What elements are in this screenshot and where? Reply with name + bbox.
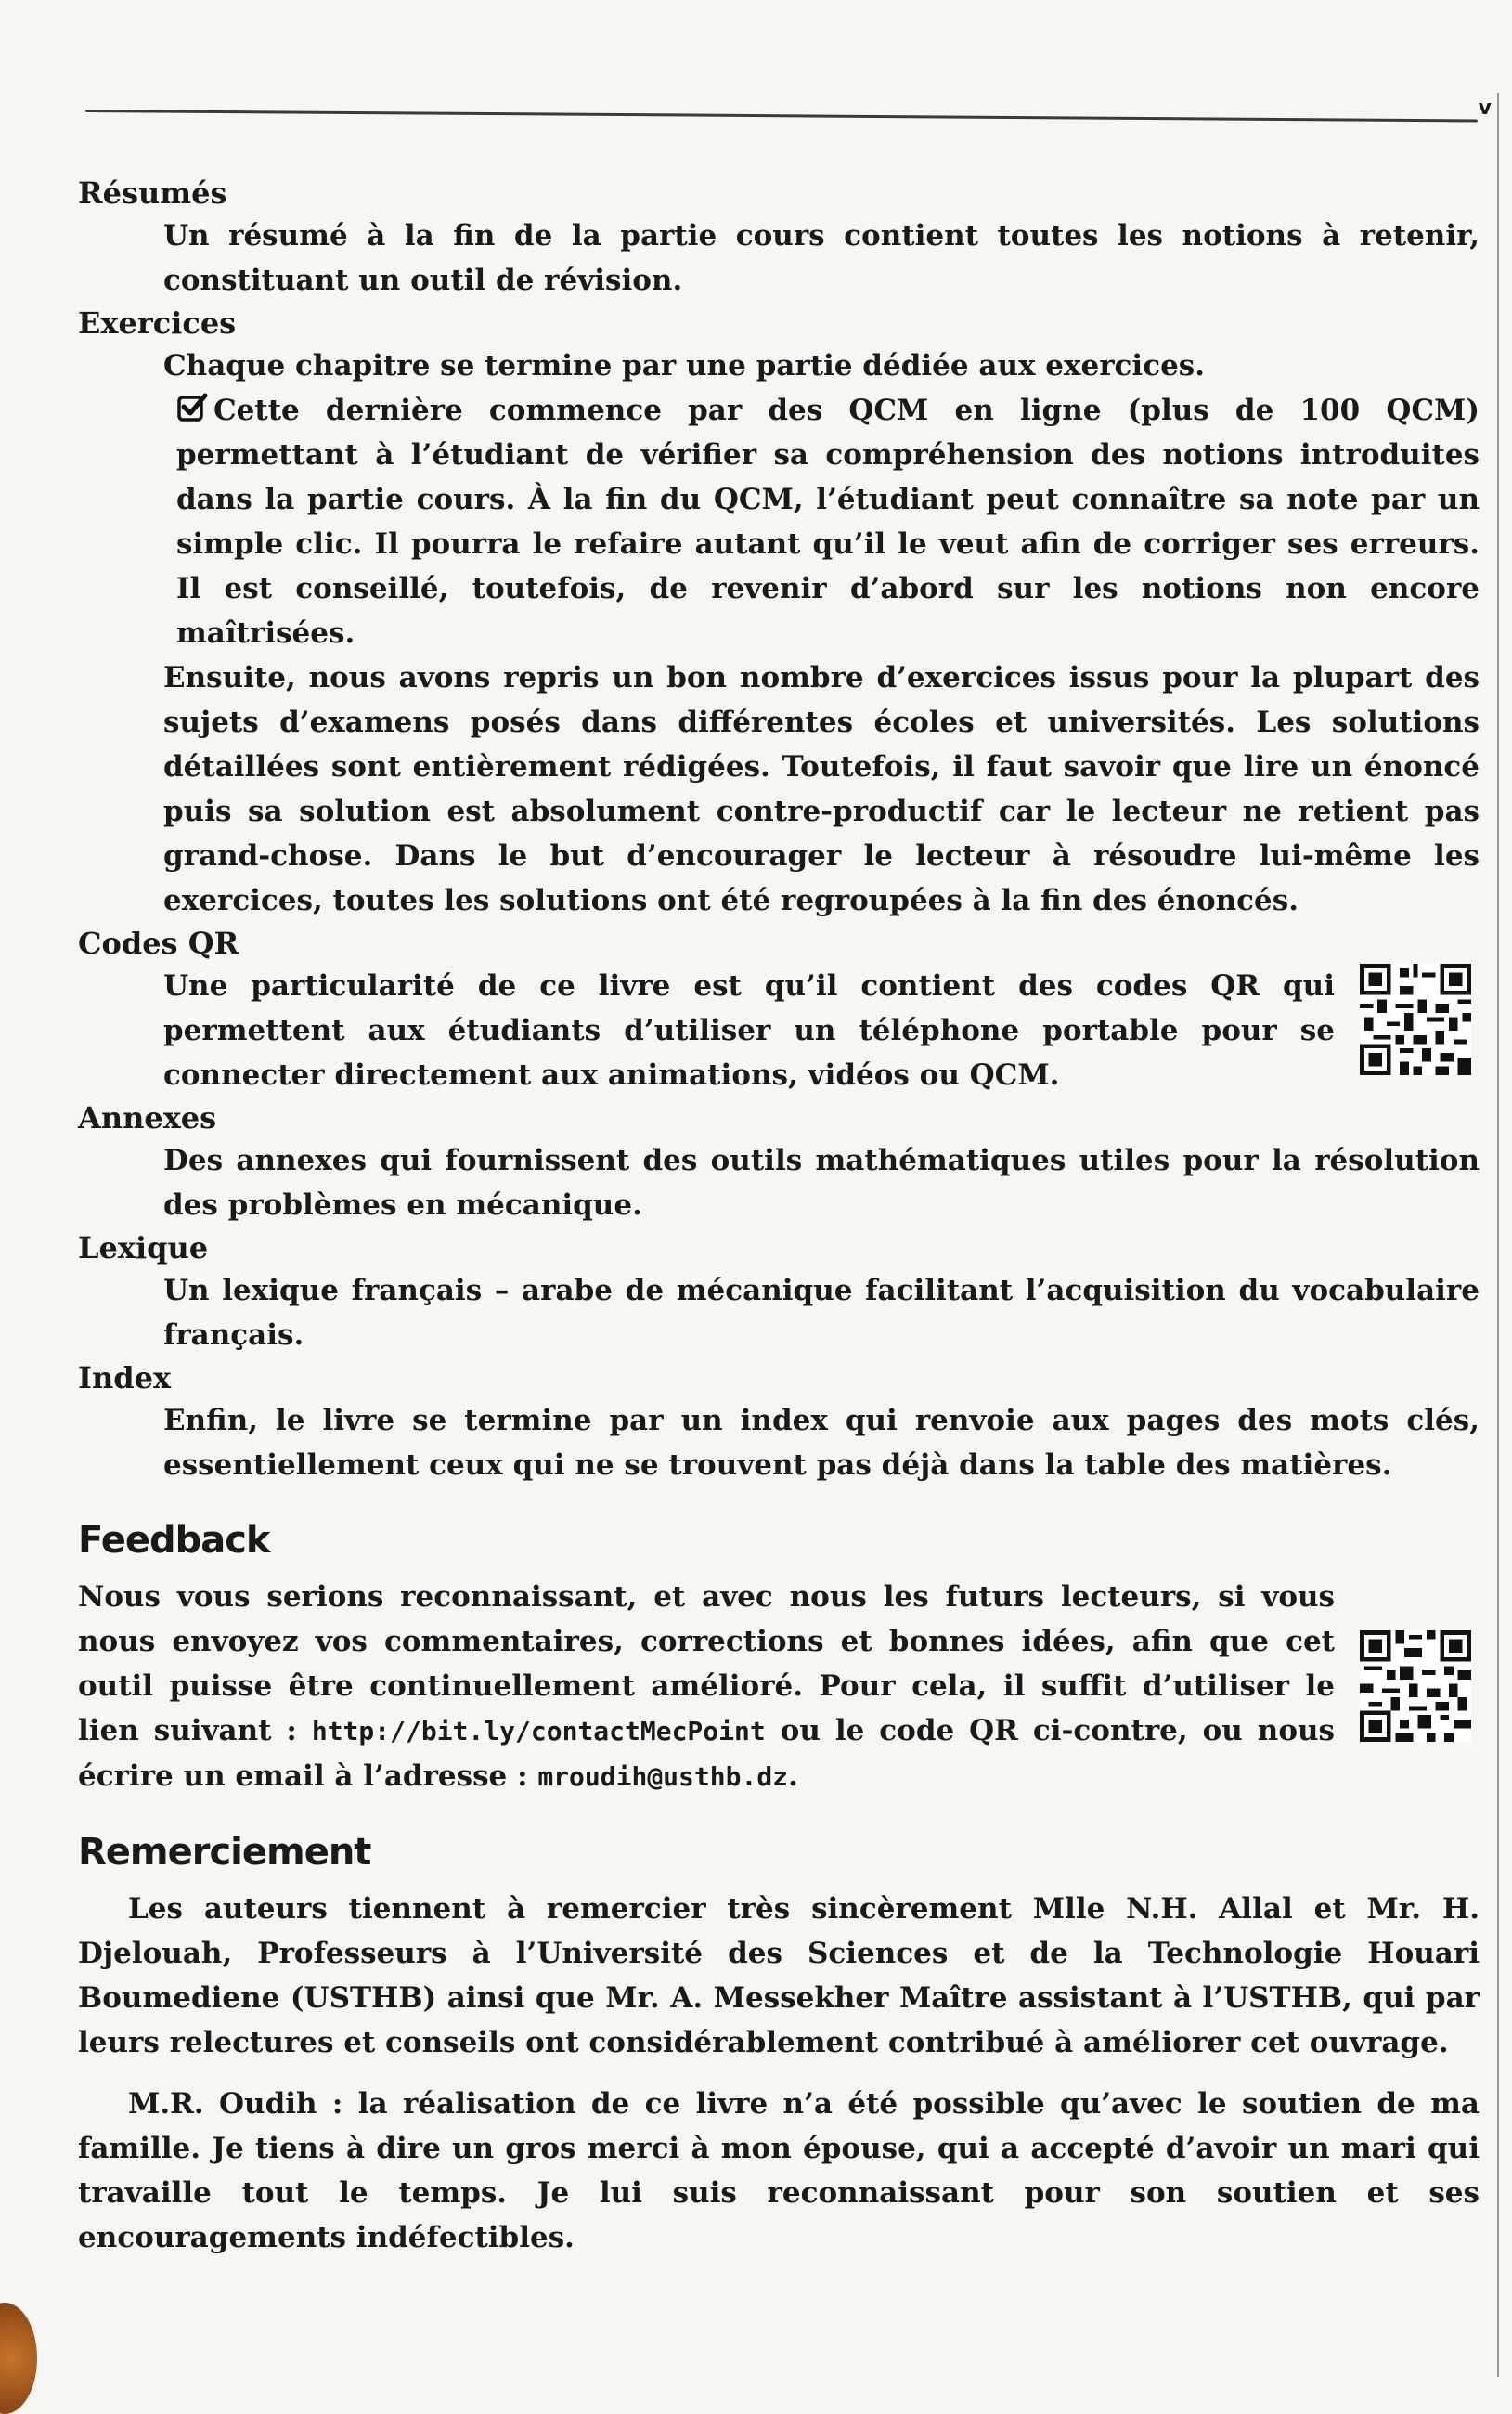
desc-resumes: Un résumé à la fin de la partie cours contient toutes les notions à retenir, constituant un outil de révision.	[163, 219, 1480, 297]
feedback-paragraph	[78, 1575, 1335, 1799]
header-rule	[85, 110, 1478, 122]
qr-code-feedback-icon[interactable]	[1351, 1630, 1480, 1742]
section-title-remerciement: Remerciement	[78, 1831, 371, 1874]
page-edge	[1497, 93, 1499, 2377]
page-number: v	[1478, 97, 1492, 120]
background-object	[0, 2303, 37, 2414]
codes-qr-block	[163, 964, 1480, 1097]
feedback-text: Nous vous serions reconnaissant, et avec nous les futurs lecteurs, si vous nous envoyez vos commentaires, corrections et bonnes idées, afin que cet outil puisse être continuellement amélioré. Pour cela, il suffit d’utiliser le lien suivant :	[78, 1580, 1335, 1747]
feedback-text-3: .	[788, 1759, 798, 1793]
term-resumes: Résumés	[78, 175, 227, 211]
exercices-ensuite: Ensuite, nous avons repris un bon nombre d’exercices issus pour la plupart des sujets d’examens posés dans différentes écoles et universités. Les solutions détaillées sont entièrement rédigées. Toutefois, il faut savoir que lire un énoncé puis sa solution est absolument contre-productif car le lecteur ne retient pas grand-chose. Dans le but d’encourager le lecteur à résoudre lui-même les exercices, toutes les solutions ont été regroupées à la fin des énoncés.	[163, 661, 1480, 917]
remerciement-paragraph-2: M.R. Oudih : la réalisation de ce livre n’a été possible qu’avec le soutien de ma famille. Je tiens à dire un gros merci à mon épouse, qui a accepté d’avoir un mari qui travaille tout le temps. Je lui suis reconnaissant pour son soutien et ses encouragements indéfectibles.	[78, 2087, 1480, 2254]
desc-annexes: Des annexes qui fournissent des outils mathématiques utiles pour la résolution des problèmes en mécanique.	[163, 1144, 1480, 1222]
checkbox-checked-icon	[176, 392, 208, 423]
qcm-text: Cette dernière commence par des QCM en ligne (plus de 100 QCM) permettant à l’étudiant de vérifier sa compréhension des notions introduites dans la partie cours. À la fin du QCM, l’étudiant peut connaître sa note par un simple clic. Il pourra le refaire autant qu’il le veut afin de corriger ses erreurs. Il est conseillé, toutefois, de revenir d’abord sur les notions non encore maîtrisées.	[176, 394, 1480, 650]
term-lexique: Lexique	[78, 1230, 209, 1265]
term-exercices: Exercices	[78, 305, 237, 341]
desc-codes-qr: Une particularité de ce livre est qu’il contient des codes QR qui permettent aux étudiants d’utiliser un téléphone portable pour se connecter directement aux animations, vidéos ou QCM.	[163, 969, 1335, 1092]
feedback-email[interactable]: mroudih@usthb.dz	[537, 1761, 789, 1792]
term-annexes: Annexes	[78, 1100, 217, 1136]
page-content	[78, 173, 1480, 2260]
qr-code-icon[interactable]	[1351, 964, 1480, 1075]
remerciement-paragraph-1: Les auteurs tiennent à remercier très sincèrement Mlle N.H. Allal et Mr. H. Djelouah, Professeurs à l’Université des Sciences et de la Technologie Houari Boumediene (USTHB) ainsi que Mr. A. Messekher Maître assistant à l’USTHB, qui par leurs relectures et conseils ont considérablement contribué à améliorer cet ouvrage.	[78, 1892, 1480, 2059]
desc-exercices: Chaque chapitre se termine par une partie dédiée aux exercices.	[163, 349, 1206, 383]
term-codes-qr: Codes QR	[78, 926, 239, 961]
desc-lexique: Un lexique français – arabe de mécanique facilitant l’acquisition du vocabulaire français.	[163, 1274, 1480, 1352]
desc-index: Enfin, le livre se termine par un index qui renvoie aux pages des mots clés, essentiellement ceux qui ne se trouvent pas déjà dans la table des matières.	[163, 1404, 1480, 1482]
term-index: Index	[78, 1360, 172, 1395]
feedback-text-2: ou le code QR ci-contre, ou nous écrire un email à l’adresse :	[78, 1714, 1335, 1793]
qcm-paragraph	[176, 388, 1480, 655]
feedback-link[interactable]: http://bit.ly/contactMecPoint	[311, 1716, 766, 1746]
feedback-block	[78, 1575, 1480, 1799]
section-title-feedback: Feedback	[78, 1519, 270, 1562]
